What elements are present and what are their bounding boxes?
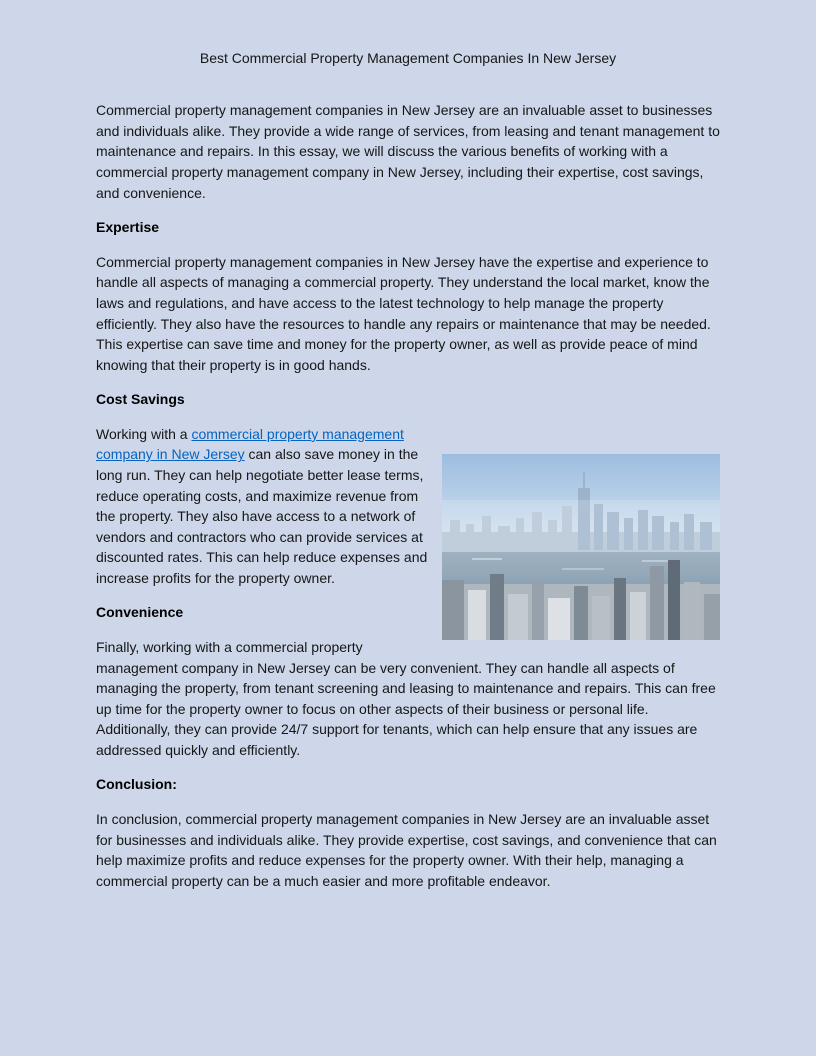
heading-convenience: Convenience [96, 604, 184, 621]
paragraph-expertise: Commercial property management companies in New Jersey have the expertise and experience to handle all aspects of managing a commercial property. They understand the local market, know the laws and regulations, and have access to the latest technology to help manage the property efficiently. They also have the resources to handle any repairs or maintenance that may be needed. This expertise can save time and money for the property owner, as well as provide peace of mind knowing that their property is in good hands. [96, 253, 711, 373]
paragraph-conclusion: In conclusion, commercial property management companies in New Jersey are an invaluable asset for businesses and individuals alike. They provide expertise, cost savings, and convenience that can help maximize profits and reduce expenses for the property owner. With their help, managing a commercial property can be a much easier and more profitable endeavor. [96, 811, 717, 889]
cost-paragraph-suffix: can also save money in the long run. They can help negotiate better lease terms, reduce operating costs, and maximize revenue from the property. They also have access to a network of vendors and contractors who can provide services at discounted rates. This can help reduce expenses and increase profits for the property owner. [96, 446, 428, 586]
heading-cost-savings: Cost Savings [96, 391, 185, 408]
paragraph-convenience: Finally, working with a commercial property management company in New Jersey can be very convenient. They can handle all aspects of managing the property, from tenant screening and leasing to maintenance and repairs. This can free up time for the property owner to focus on other aspects of their business or personal life. Additionally, they can provide 24/7 support for tenants, which can help ensure that any issues are addressed quickly and efficiently. [96, 639, 716, 758]
property-management-link[interactable]: commercial property management company in New Jersey [96, 425, 404, 463]
cost-paragraph-prefix: Working with a [96, 425, 192, 442]
paragraph-intro: Commercial property management companies in New Jersey are an invaluable asset to businesses and individuals alike. They provide a wide range of services, from leasing and tenant management to maintenance and repairs. In this essay, we will discuss the various benefits of working with a commercial property management company in New Jersey, including their expertise, cost savings, and convenience. [96, 102, 720, 201]
heading-conclusion: Conclusion: [96, 776, 177, 793]
skyline-image [442, 454, 720, 640]
page-title: Best Commercial Property Management Companies In New Jersey [199, 50, 617, 66]
paragraph-cost-savings [96, 424, 720, 589]
heading-expertise: Expertise [96, 219, 160, 236]
